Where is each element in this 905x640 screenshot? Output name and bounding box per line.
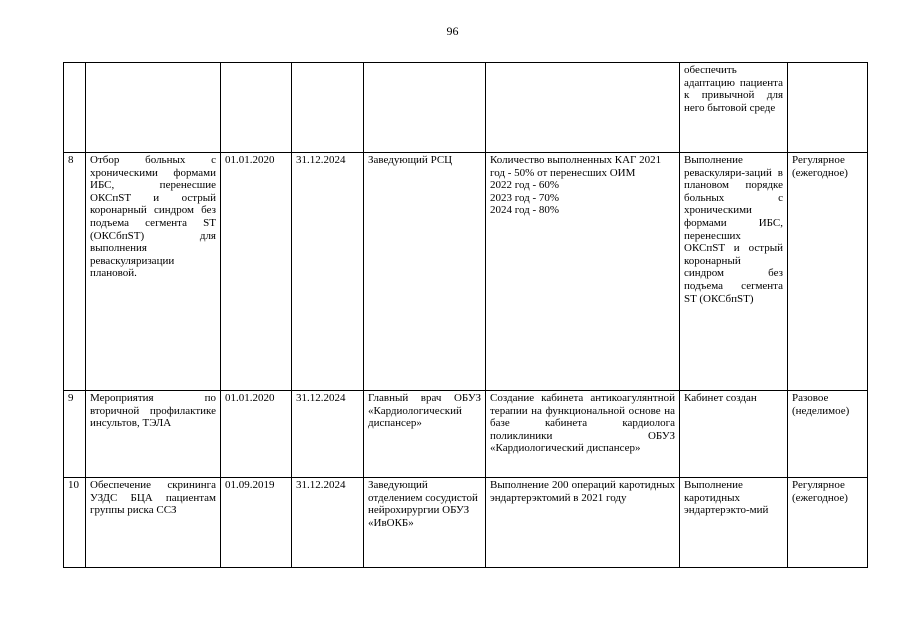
indicator-line: Количество выполненных КАГ 2021 год - 50% от перенесших ОИМ <box>490 154 662 179</box>
continuation-row <box>64 63 868 153</box>
responsible-cell: Заведующий отделением сосудистой нейрохирургии ОБУЗ «ИвОКБ» <box>364 478 486 568</box>
cont-measure-cell <box>86 63 221 153</box>
indicator-line: 2022 год - 60% <box>490 179 560 192</box>
measure-cell: Отбор больных с хроническими формами ИБС, перенесшие ОКСпST и острый коронарный синдром без подъема сегмента ST (ОКСбпST) для выполнения реваскуляризации плановой. <box>86 153 221 391</box>
cont-responsible-cell <box>364 63 486 153</box>
indicator-cell: Создание кабинета антикоагулянтной терапии на функциональной основе на базе кабинета кардиолога поликлиники ОБУЗ «Кардиологический диспансер» <box>486 391 680 478</box>
cont-result-cell: обеспечить адаптацию пациента к привычной для него бытовой среде <box>680 63 788 153</box>
page-number: 96 <box>446 24 459 38</box>
result-cell: Кабинет создан <box>680 391 788 478</box>
indicator-cell: Выполнение 200 операций каротидных эндартерэктомий в 2021 году <box>486 478 680 568</box>
responsible-cell: Главный врач ОБУЗ «Кардиологический диспансер» <box>364 391 486 478</box>
type-cell: Разовое (неделимое) <box>788 391 868 478</box>
table-row <box>64 478 868 568</box>
result-cell: Выполнение реваскуляри-заций в плановом порядке больных с хроническими формами ИБС, перенесших ОКСпST и острый коронарный синдром без подъема сегмента ST (ОКСбпST) <box>680 153 788 391</box>
cont-start-cell <box>221 63 292 153</box>
cont-type-cell <box>788 63 868 153</box>
start-date-cell: 01.01.2020 <box>221 153 292 391</box>
result-cell: Выполнение каротидных эндартерэкто-мий <box>680 478 788 568</box>
indicator-line: 2023 год - 70% <box>490 191 560 204</box>
cont-indicator-cell <box>486 63 680 153</box>
cont-end-cell <box>292 63 364 153</box>
measure-cell: Мероприятия по вторичной профилактике инсультов, ТЭЛА <box>86 391 221 478</box>
end-date-cell: 31.12.2024 <box>292 391 364 478</box>
end-date-cell: 31.12.2024 <box>292 153 364 391</box>
row-number: 10 <box>64 478 86 568</box>
indicator-cell <box>486 153 680 391</box>
row-number: 9 <box>64 391 86 478</box>
type-cell: Регулярное (ежегодное) <box>788 153 868 391</box>
row-number: 8 <box>64 153 86 391</box>
table-row <box>64 153 868 391</box>
measure-cell: Обеспечение скрининга УЗДС БЦА пациентам группы риска ССЗ <box>86 478 221 568</box>
cont-num-cell <box>64 63 86 153</box>
plan-table <box>63 62 868 568</box>
responsible-cell: Заведующий РСЦ <box>364 153 486 391</box>
start-date-cell: 01.09.2019 <box>221 478 292 568</box>
end-date-cell: 31.12.2024 <box>292 478 364 568</box>
type-cell: Регулярное (ежегодное) <box>788 478 868 568</box>
indicator-line: 2024 год - 80% <box>490 204 560 217</box>
table-row <box>64 391 868 478</box>
start-date-cell: 01.01.2020 <box>221 391 292 478</box>
